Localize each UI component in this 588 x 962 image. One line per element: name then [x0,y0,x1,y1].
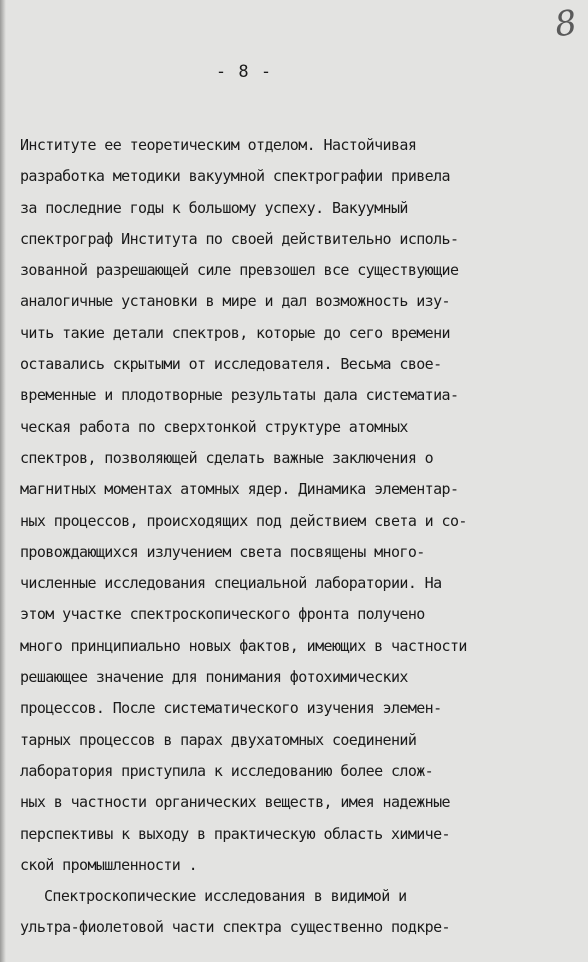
text-line: за последние годы к большому успеху. Вакуумный [20,198,408,217]
text-line: перспективы к выходу в практическую область химиче- [20,824,450,843]
text-line: тарных процессов в парах двухатомных соединений [20,730,417,749]
text-line: процессов. После систематического изучения элемен- [20,699,442,718]
text-line: чить такие детали спектров, которые до сего времени [20,323,450,342]
text-line: зованной разрешающей силе превзошел все существующие [20,261,459,280]
body-text [20,130,576,944]
text-line: Институте ее теоретическим отделом. Настойчивая [20,136,417,154]
page-number: - 8 - [215,62,273,82]
text-line: Спектроскопические исследования в видимой и [44,887,407,906]
text-line: спектров, позволяющей сделать важные заключения о [20,448,434,467]
text-line: решающее значение для понимания фотохимических [20,668,408,687]
text-line: численные исследования специальной лаборатории. На [20,574,442,593]
text-line: магнитных моментах атомных ядер. Динамика элементар- [20,480,459,499]
handwritten-page-number: 8 [552,2,580,46]
text-line: ных в частности органических веществ, имея надежные [20,793,450,812]
text-line: ультра-фиолетовой части спектра существенно подкре- [20,918,450,937]
text-line: лаборатория приступила к исследованию более слож- [20,761,434,780]
page-edge-shadow [0,0,6,962]
text-line: аналогичные установки в мире и дал возможность изу- [20,292,450,311]
text-line: временные и плодотворные результаты дала систематиа- [20,386,459,405]
text-line: ных процессов, происходящих под действием света и со- [20,511,467,530]
text-line: ческая работа по сверхтонкой структуре атомных [20,417,408,436]
text-line: ской промышленности . [20,855,198,874]
text-line: провождающихся излучением света посвящены много- [20,542,425,561]
text-line: оставались скрытыми от исследователя. Весьма свое- [20,355,442,374]
text-line: этом участке спектроскопического фронта получено [20,605,425,624]
text-line: много принципиально новых фактов, имеющих в частности [20,636,467,655]
text-line: спектрограф Института по своей действительно исполь- [20,229,459,248]
text-line: разработка методики вакуумной спектрографии привела [20,167,450,186]
